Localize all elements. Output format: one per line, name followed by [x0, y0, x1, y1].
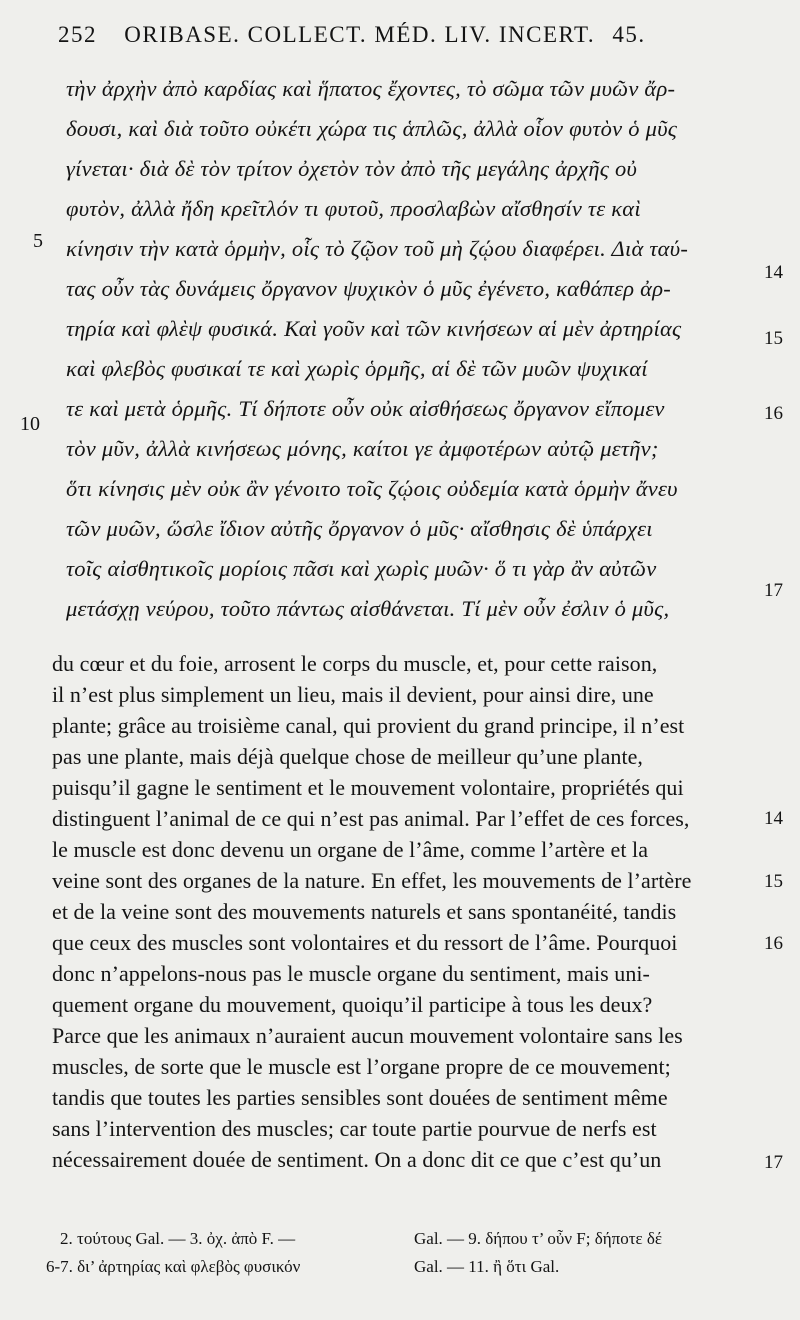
french-line: puisqu’il gagne le sentiment et le mouvement volontaire, propriétés qui [52, 775, 684, 800]
french-margin-number: 14 [764, 808, 783, 829]
french-line: du cœur et du foie, arrosent le corps du muscle, et, pour cette raison, [52, 651, 658, 676]
french-line: pas une plante, mais déjà quelque chose de meilleur qu’une plante, [52, 744, 643, 769]
french-line: sans l’intervention des muscles; car toute partie pourvue de nerfs est [52, 1116, 657, 1141]
greek-line-number: 10 [20, 413, 40, 435]
page-number: 252 [58, 22, 97, 47]
footnote-part: Gal. — 9. δήπου τ’ οὖν F; δήποτε δέ [414, 1229, 663, 1248]
greek-line: τοῖς αἰσθητικοῖς μορίοις πᾶσι καὶ χωρὶς μυῶν· ὅ τι γὰρ ἂν αὐτῶν [66, 556, 657, 581]
french-margin-number: 16 [764, 933, 783, 954]
greek-line: φυτὸν, ἀλλὰ ἤδη κρεῖτλόν τι φυτοῦ, προσλαβὼν αἴσθησίν τε καὶ [66, 196, 641, 221]
french-line: Parce que les animaux n’auraient aucun mouvement volontaire sans les [52, 1023, 683, 1048]
greek-line: τε καὶ μετὰ ὁρμῆς. Τί δήποτε οὖν οὐκ αἰσθήσεως ὄργανον εἴπομεν [66, 396, 665, 421]
running-head [58, 22, 718, 62]
french-line: quement organe du mouvement, quoiqu’il participe à tous les deux? [52, 992, 653, 1017]
greek-margin-number: 14 [764, 262, 783, 283]
french-line: veine sont des organes de la nature. En effet, les mouvements de l’artère [52, 868, 692, 893]
footnote-part: 2. τούτους Gal. — 3. ὀχ. ἀπὸ F. — [60, 1229, 296, 1248]
french-line: donc n’appelons-nous pas le muscle organe du sentiment, mais uni- [52, 961, 650, 986]
french-line: muscles, de sorte que le muscle est l’organe propre de ce mouvement; [52, 1054, 671, 1079]
greek-line: τὴν ἀρχὴν ἀπὸ καρδίας καὶ ἥπατος ἔχοντες, τὸ σῶμα τῶν μυῶν ἄρ- [66, 76, 676, 101]
running-title: ORIBASE. COLLECT. MÉD. LIV. INCERT. [124, 22, 596, 47]
french-line: il n’est plus simplement un lieu, mais il devient, pour ainsi dire, une [52, 682, 654, 707]
french-line: plante; grâce au troisième canal, qui provient du grand principe, il n’est [52, 713, 685, 738]
french-line: nécessairement douée de sentiment. On a donc dit ce que c’est qu’un [52, 1147, 662, 1172]
french-line: tandis que toutes les parties sensibles sont douées de sentiment même [52, 1085, 668, 1110]
french-margin-number: 17 [764, 1152, 783, 1173]
french-margin-number: 15 [764, 871, 783, 892]
greek-margin-number: 17 [764, 580, 783, 601]
greek-margin-number: 16 [764, 403, 783, 424]
greek-line: τὸν μῦν, ἀλλὰ κινήσεως μόνης, καίτοι γε ἀμφοτέρων αὐτῷ μετῆν; [66, 436, 659, 461]
french-line: que ceux des muscles sont volontaires et du ressort de l’âme. Pourquoi [52, 930, 678, 955]
footnote-part: Gal. — 11. ἢ ὅτι Gal. [414, 1257, 560, 1276]
french-line: le muscle est donc devenu un organe de l’âme, comme l’artère et la [52, 837, 649, 862]
greek-line: δουσι, καὶ διὰ τοῦτο οὐκέτι χώρα τις ἁπλῶς, ἀλλὰ οἷον φυτὸν ὁ μῦς [66, 116, 678, 141]
greek-line: κίνησιν τὴν κατὰ ὁρμὴν, οἷς τὸ ζῷον τοῦ μὴ ζῴου διαφέρει. Διὰ ταύ- [66, 236, 689, 261]
greek-line: καὶ φλεβὸς φυσικαί τε καὶ χωρὶς ὁρμῆς, αἱ δὲ τῶν μυῶν ψυχικαί [66, 356, 648, 381]
french-line: et de la veine sont des mouvements naturels et sans spontanéité, tandis [52, 899, 677, 924]
greek-line: τῶν μυῶν, ὥσλε ἴδιον αὐτῆς ὄργανον ὁ μῦς· αἴσθησις δὲ ὑπάρχει [66, 516, 653, 541]
footnote-part: 6-7. δι’ ἀρτηρίας καὶ φλεβὸς φυσικόν [46, 1257, 301, 1276]
chapter-number: 45. [612, 22, 646, 47]
greek-line: ὅτι κίνησις μὲν οὐκ ἂν γένοιτο τοῖς ζῴοις οὐδεμία κατὰ ὁρμὴν ἄνευ [66, 476, 678, 501]
greek-margin-number: 15 [764, 328, 783, 349]
greek-line: τας οὖν τὰς δυνάμεις ὄργανον ψυχικὸν ὁ μῦς ἐγένετο, καθάπερ ἀρ- [66, 276, 672, 301]
greek-line: μετάσχῃ νεύρου, τοῦτο πάντως αἰσθάνεται. Τί μὲν οὖν ἐσλιν ὁ μῦς, [66, 596, 670, 621]
greek-line-number: 5 [33, 230, 43, 252]
french-line: distinguent l’animal de ce qui n’est pas animal. Par l’effet de ces forces, [52, 806, 690, 831]
greek-line: τηρία καὶ φλὲψ φυσικά. Καὶ γοῦν καὶ τῶν κινήσεων αἱ μὲν ἀρτηρίας [66, 316, 682, 341]
greek-line: γίνεται· διὰ δὲ τὸν τρίτον ὀχετὸν τὸν ἀπὸ τῆς μεγάλης ἀρχῆς οὐ [66, 156, 638, 181]
